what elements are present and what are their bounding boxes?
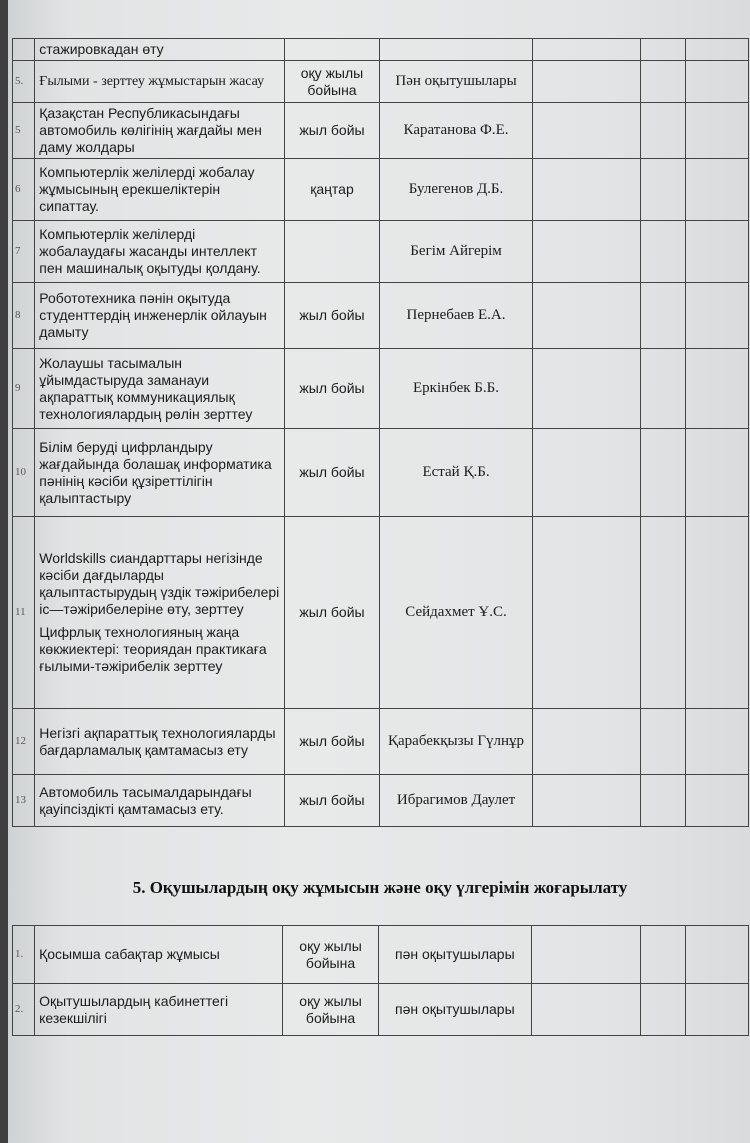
- empty-cell: [641, 349, 686, 429]
- task-text: Робототехника пәнін оқытуда студенттердің инженерлік ойлауын дамыту: [39, 290, 267, 340]
- table-row: [13, 103, 749, 159]
- table-row: [13, 349, 749, 429]
- deadline-cell: оқу жылы бойына: [285, 61, 380, 103]
- empty-cell: [686, 429, 749, 517]
- responsible-cell: [379, 39, 532, 61]
- task-text: стажировкадан өту: [39, 41, 164, 57]
- task-text: Компьютерлік желілерді жобалау жұмысының ерекшеліктерін сипаттау.: [39, 164, 255, 214]
- row-number: 5.: [13, 61, 35, 103]
- responsible-cell: Ибрагимов Даулет: [379, 775, 532, 827]
- task-cell: [35, 283, 285, 349]
- table-row: [13, 39, 749, 61]
- table-row: [13, 775, 749, 827]
- row-number: 9: [13, 349, 35, 429]
- empty-cell: [685, 926, 748, 984]
- task-text: Негізгі ақпараттық технологияларды бағдарламалық қамтамасыз ету: [39, 724, 276, 758]
- row-number: 5: [13, 103, 35, 159]
- empty-cell: [686, 775, 749, 827]
- empty-cell: [686, 517, 749, 709]
- empty-cell: [532, 984, 640, 1036]
- task-text: Қазақстан Республикасындағы автомобиль көлігінің жағдайы мен даму жолдары: [39, 105, 262, 155]
- responsible-cell: Каратанова Ф.Е.: [379, 103, 532, 159]
- deadline-cell: жыл бойы: [285, 517, 380, 709]
- table-row: [13, 984, 749, 1036]
- empty-cell: [641, 39, 686, 61]
- deadline-cell: жыл бойы: [285, 775, 380, 827]
- row-number: [13, 39, 35, 61]
- empty-cell: [641, 221, 686, 283]
- empty-cell: [641, 429, 686, 517]
- task-cell: [35, 39, 285, 61]
- responsible-cell: Булегенов Д.Б.: [379, 159, 532, 221]
- task-text: Цифрлық технологияның жаңа көкжиектері: теориядан практикаға ғылыми-тәжірибелік зерттеу: [39, 624, 267, 674]
- empty-cell: [533, 517, 641, 709]
- table-row: [13, 517, 749, 709]
- row-number: 1.: [13, 926, 35, 984]
- deadline-cell: оқу жылы бойына: [283, 984, 378, 1036]
- task-cell: [35, 349, 285, 429]
- empty-cell: [686, 103, 749, 159]
- responsible-cell: Сейдахмет Ұ.С.: [379, 517, 532, 709]
- empty-cell: [685, 984, 748, 1036]
- deadline-cell: жыл бойы: [285, 103, 380, 159]
- deadline-cell: оқу жылы бойына: [283, 926, 378, 984]
- empty-cell: [686, 61, 749, 103]
- row-number: 10: [13, 429, 35, 517]
- task-text: Компьютерлік желілерді жобалаудағы жасанды интеллект пен машиналық оқытуды қолдану.: [39, 226, 261, 276]
- responsible-cell: Еркінбек Б.Б.: [379, 349, 532, 429]
- row-number: 13: [13, 775, 35, 827]
- task-cell: [35, 926, 283, 984]
- empty-cell: [641, 517, 686, 709]
- task-cell: [35, 159, 285, 221]
- responsible-cell: Бегім Айгерім: [379, 221, 532, 283]
- responsible-cell: Қарабекқызы Гүлнұр: [379, 709, 532, 775]
- responsible-cell: Пән оқытушылары: [379, 61, 532, 103]
- empty-cell: [533, 283, 641, 349]
- empty-cell: [533, 61, 641, 103]
- empty-cell: [686, 349, 749, 429]
- deadline-cell: [285, 39, 380, 61]
- deadline-cell: жыл бойы: [285, 283, 380, 349]
- research-work-table: [12, 38, 749, 827]
- empty-cell: [686, 39, 749, 61]
- table-row: [13, 709, 749, 775]
- task-cell: [35, 984, 283, 1036]
- task-text: Білім беруді цифрландыру жағдайында болашақ информатика пәнінің кәсіби құзіреттілігін қалыптастыру: [39, 438, 272, 506]
- empty-cell: [533, 39, 641, 61]
- responsible-cell: Пернебаев Е.А.: [379, 283, 532, 349]
- task-cell: [35, 429, 285, 517]
- row-number: 2.: [13, 984, 35, 1036]
- task-cell: [35, 221, 285, 283]
- task-text: Қосымша сабақтар жұмысы: [39, 946, 220, 962]
- task-text: Ғылыми - зерттеу жұмыстарын жасау: [39, 74, 265, 89]
- table-row: [13, 61, 749, 103]
- row-number: 7: [13, 221, 35, 283]
- deadline-cell: [285, 221, 380, 283]
- empty-cell: [641, 283, 686, 349]
- section-5-title: 5. Оқушылардың оқу жұмысын және оқу үлгерімін жоғарылату: [132, 878, 628, 897]
- task-text: Автомобиль тасымалдарындағы қауіпсіздікті қамтамасыз ету.: [39, 783, 252, 817]
- task-cell: [35, 517, 285, 709]
- empty-cell: [533, 775, 641, 827]
- empty-cell: [640, 926, 685, 984]
- table-row: [13, 221, 749, 283]
- task-cell: [35, 61, 285, 103]
- empty-cell: [533, 221, 641, 283]
- deadline-cell: жыл бойы: [285, 709, 380, 775]
- responsible-cell: пән оқытушылары: [378, 926, 532, 984]
- task-cell: [35, 709, 285, 775]
- empty-cell: [686, 159, 749, 221]
- page-edge-shadow: [0, 0, 8, 1143]
- deadline-cell: жыл бойы: [285, 349, 380, 429]
- row-number: 6: [13, 159, 35, 221]
- empty-cell: [686, 221, 749, 283]
- task-cell: [35, 775, 285, 827]
- empty-cell: [533, 709, 641, 775]
- table-row: [13, 159, 749, 221]
- row-number: 11: [13, 517, 35, 709]
- task-text: Worldskills сиандарттары негізінде кәсіби дағдыларды қалыптастырудың үздік тәжірибелері іс—тәжірибелеріне өту, зерттеу: [39, 550, 280, 617]
- row-number: 8: [13, 283, 35, 349]
- task-cell: [35, 103, 285, 159]
- empty-cell: [533, 103, 641, 159]
- empty-cell: [641, 103, 686, 159]
- empty-cell: [533, 349, 641, 429]
- table-row: [13, 283, 749, 349]
- empty-cell: [640, 984, 685, 1036]
- table-row: [13, 429, 749, 517]
- empty-cell: [686, 283, 749, 349]
- task-text: Оқытушылардың кабинеттегі кезекшілігі: [39, 992, 229, 1026]
- empty-cell: [641, 159, 686, 221]
- empty-cell: [641, 709, 686, 775]
- task-text: Жолаушы тасымалын ұйымдастыруда заманауи ақпараттық коммуникациялық технологиялардың рөлін зерттеу: [39, 354, 253, 422]
- empty-cell: [641, 775, 686, 827]
- deadline-cell: жыл бойы: [285, 429, 380, 517]
- student-performance-table: [12, 925, 749, 1036]
- empty-cell: [532, 926, 640, 984]
- responsible-cell: пән оқытушылары: [378, 984, 532, 1036]
- empty-cell: [533, 159, 641, 221]
- deadline-cell: қаңтар: [285, 159, 380, 221]
- empty-cell: [533, 429, 641, 517]
- table-row: [13, 926, 749, 984]
- row-number: 12: [13, 709, 35, 775]
- empty-cell: [686, 709, 749, 775]
- empty-cell: [641, 61, 686, 103]
- responsible-cell: Естай Қ.Б.: [379, 429, 532, 517]
